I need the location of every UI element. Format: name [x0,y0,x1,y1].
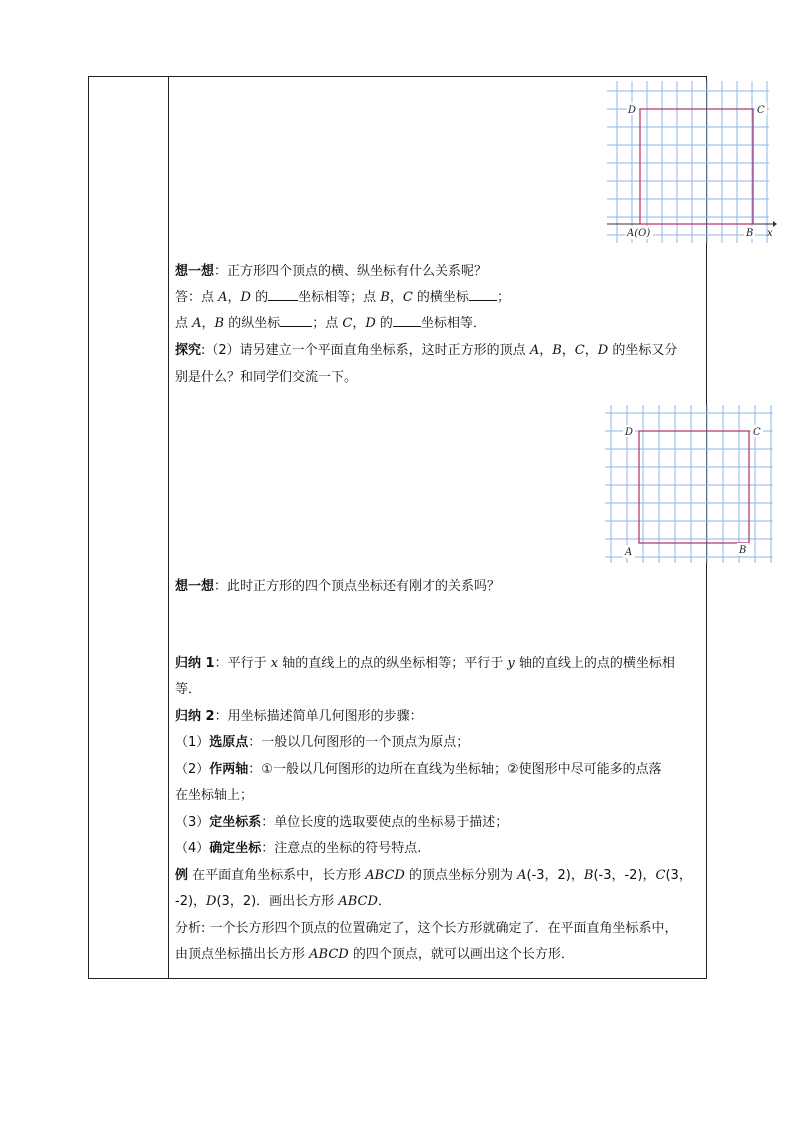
coordinate-grid-figure-1 [607,81,777,247]
answer-line-1: 答：点 A，D 的 坐标相等；点 B，C 的横坐标 ； [175,290,510,305]
answer-blank[interactable] [393,314,421,327]
label-b: B [739,545,747,556]
column-divider [168,77,169,978]
example-label: 例 [175,868,189,883]
coordinate-grid-figure-2 [605,405,775,565]
square-abcd [640,109,753,224]
explore-label: 探究 [175,343,202,358]
summary-1-line-1: 归纳 1：平行于 x 轴的直线上的点的纵坐标相等；平行于 y 轴的直线上的点的横坐标相 [175,656,675,671]
think-label: 想一想 [175,264,215,279]
square-abcd [639,431,749,543]
step-3: （3）定坐标系：单位长度的选取要使点的坐标易于描述； [175,815,509,830]
think-question-2: 想一想：此时正方形的四个顶点坐标还有刚才的关系吗？ [175,579,501,594]
example-line-1: 例 在平面直角坐标系中，长方形 ABCD 的顶点坐标分别为 A(-3，2)，B(-3，-2)，C(3， [175,868,692,883]
think-question-1: 想一想：正方形四个顶点的横、纵坐标有什么关系呢？ [175,264,488,279]
answer-blank[interactable] [268,288,298,301]
lesson-table [88,76,773,979]
label-b: B [746,228,754,239]
label-d: D [628,105,637,116]
summary-label: 归纳 1 [175,656,215,671]
step-2: （2）作两轴：①一般以几何图形的边所在直线为坐标轴；②使图形中尽可能多的点落 [175,762,662,777]
answer-blank[interactable] [469,288,497,301]
summary-2: 归纳 2：用坐标描述简单几何图形的步骤： [175,709,423,724]
step-4: （4）确定坐标：注意点的坐标的符号特点. [175,841,422,856]
label-a-origin: A(O) [627,228,651,239]
label-x-axis: x [767,228,773,239]
explore-line-2: 别是什么？和同学们交流一下。 [175,370,358,385]
answer-blank[interactable] [280,314,312,327]
label-c: C [753,427,761,438]
step-2-continued: 在坐标轴上； [175,788,254,803]
explore-line-1: 探究:（2）请另建立一个平面直角坐标系，这时正方形的顶点 A，B，C，D 的坐标又分 [175,343,678,358]
summary-label: 归纳 2 [175,709,215,724]
x-axis-arrow [773,221,777,227]
example-line-2: -2)，D(3，2)．画出长方形 ABCD． [175,894,391,909]
content-cell [175,77,773,978]
think-label: 想一想 [175,579,215,594]
analysis-line-1: 分析: 一个长方形四个顶点的位置确定了，这个长方形就确定了．在平面直角坐标系中， [175,921,678,936]
answer-line-2: 点 A，B 的纵坐标 ；点 C，D 的 坐标相等． [175,316,486,331]
label-c: C [757,105,765,116]
step-1: （1）选原点：一般以几何图形的一个顶点为原点； [175,735,470,750]
analysis-line-2: 由顶点坐标描出长方形 ABCD 的四个顶点，就可以画出这个长方形． [175,947,574,962]
summary-1-line-2: 等． [175,682,202,697]
label-d: D [625,427,634,438]
label-a: A [625,547,633,558]
